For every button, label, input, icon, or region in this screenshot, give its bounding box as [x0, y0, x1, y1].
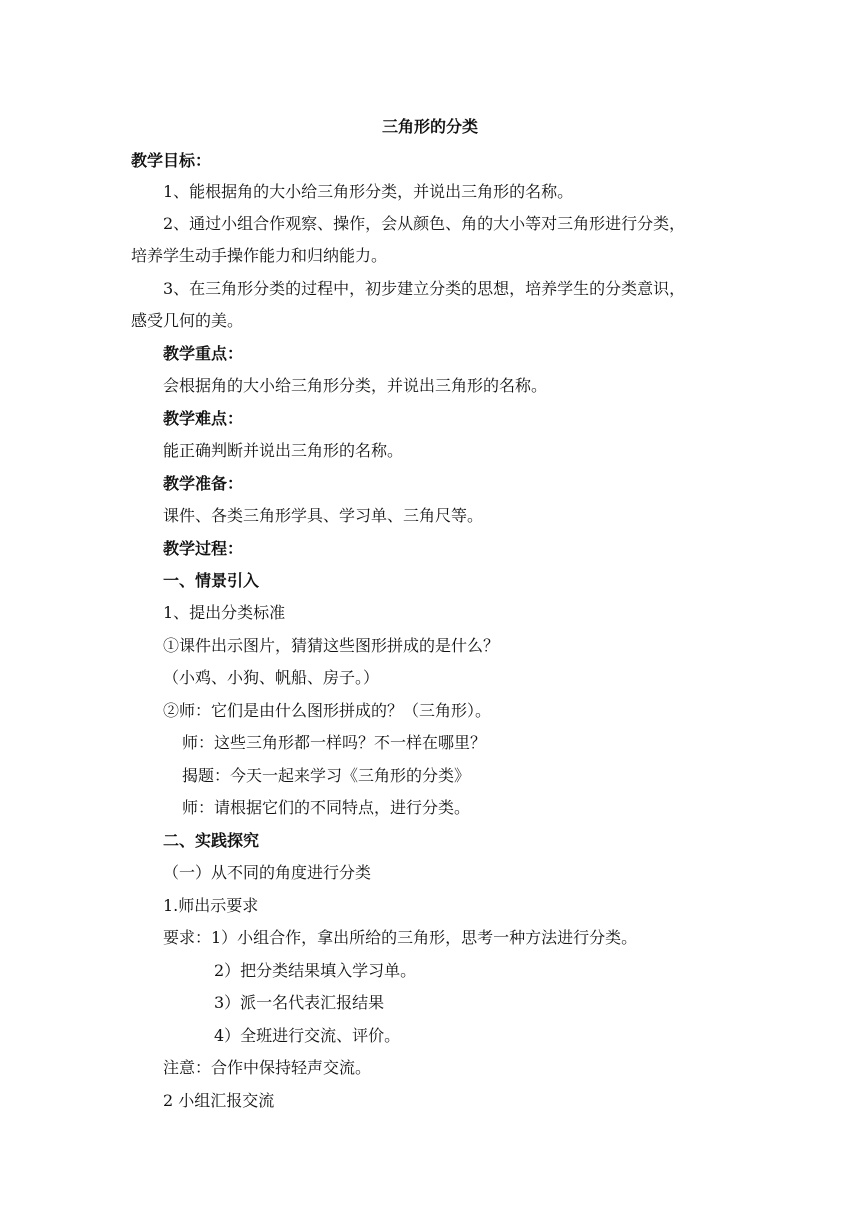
key-point-heading: 教学重点：: [163, 344, 244, 363]
section-1-item-2: ①课件出示图片，猜猜这些图形拼成的是什么？: [163, 636, 500, 655]
objective-3-line1: 3、在三角形分类的过程中，初步建立分类的思想，培养学生的分类意识，: [163, 279, 686, 298]
section-1-item-4: ②师：它们是由什么图形拼成的？（三角形）。: [163, 701, 492, 720]
difficulty-heading: 教学难点：: [163, 409, 244, 428]
difficulty-text: 能正确判断并说出三角形的名称。: [163, 441, 404, 460]
section-2-item-1: 1.师出示要求: [163, 896, 259, 915]
section-1-item-7: 师：请根据它们的不同特点，进行分类。: [182, 798, 471, 817]
section-1-item-1: 1、提出分类标准: [163, 603, 286, 622]
section-1-item-5: 师：这些三角形都一样吗？不一样在哪里？: [182, 733, 487, 752]
objective-3-line2: 感受几何的美。: [131, 311, 244, 330]
objective-2-line2: 培养学生动手操作能力和归纳能力。: [131, 246, 388, 265]
requirement-3: 3）派一名代表汇报结果: [214, 993, 385, 1012]
requirement-4: 4）全班进行交流、评价。: [214, 1026, 401, 1045]
note: 注意：合作中保持轻声交流。: [163, 1058, 372, 1077]
section-2-heading: 二、实践探究: [163, 831, 260, 850]
preparation-heading: 教学准备：: [163, 474, 244, 493]
objectives-heading: 教学目标：: [131, 151, 212, 170]
objective-1: 1、能根据角的大小给三角形分类，并说出三角形的名称。: [163, 182, 574, 201]
section-1-heading: 一、情景引入: [163, 571, 260, 590]
section-2-subheading: （一）从不同的角度进行分类: [163, 863, 372, 882]
process-heading: 教学过程：: [163, 539, 244, 558]
requirement-1: 要求：1）小组合作，拿出所给的三角形，思考一种方法进行分类。: [163, 928, 638, 947]
objective-2-line1: 2、通过小组合作观察、操作，会从颜色、角的大小等对三角形进行分类，: [163, 214, 686, 233]
requirement-2: 2）把分类结果填入学习单。: [214, 961, 417, 980]
document-title: 三角形的分类: [381, 117, 478, 136]
key-point-text: 会根据角的大小给三角形分类，并说出三角形的名称。: [163, 376, 548, 395]
section-1-item-3: （小鸡、小狗、帆船、房子。）: [163, 668, 380, 687]
section-1-item-6: 揭题：今天一起来学习《三角形的分类》: [182, 766, 471, 785]
section-2-item-2: 2 小组汇报交流: [163, 1091, 275, 1110]
preparation-text: 课件、各类三角形学具、学习单、三角尺等。: [163, 506, 484, 525]
